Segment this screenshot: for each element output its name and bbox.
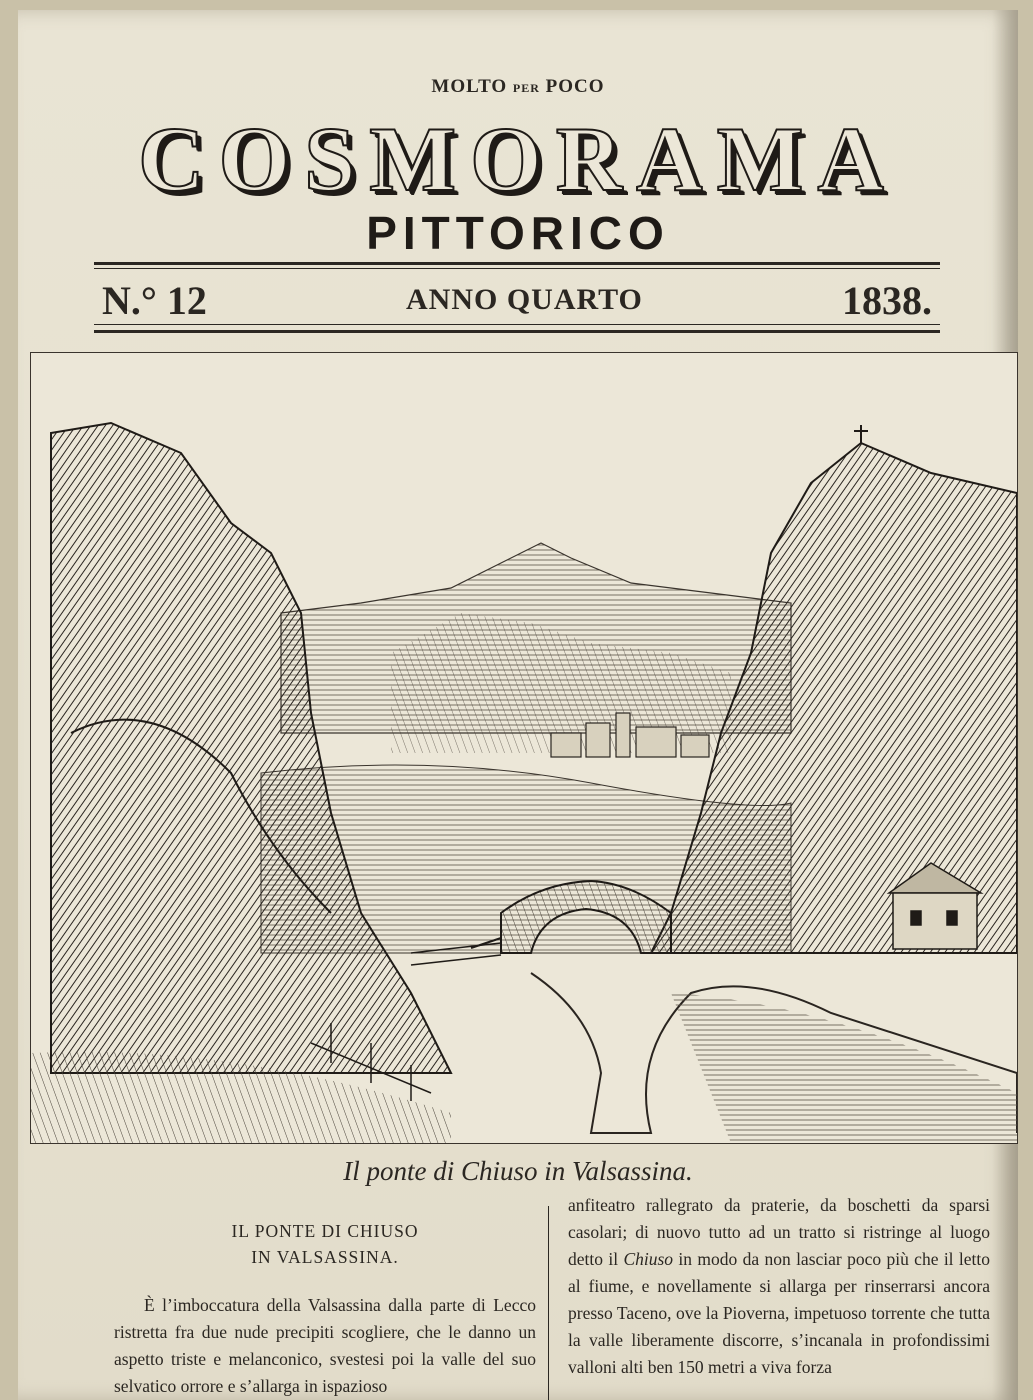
issue-rule [94,330,940,333]
motto-word-per: PER [512,81,540,95]
article-text-chiuso: Chiuso [623,1249,674,1269]
article-paragraph-left: È l’imboccatura della Valsassina dalla parte di Lecco ristretta fra due nude precipiti scogliere, che le danno un aspetto triste e melanconico, svestesi poi la valle del suo selvatico orrore e s’allarga in ispazioso [114,1295,536,1396]
motto-word-molto: MOLTO [431,76,508,97]
masthead-rule [94,262,940,265]
article-heading-line1: IL PONTE DI CHIUSO [231,1221,419,1241]
issue-year: 1838. [842,277,932,323]
masthead-rule-thin [94,268,940,269]
article-text-right-a: anfiteatro rallegrato da praterie, da boschetti da sparsi casolari; di nuovo tutto ad un tratto si ristringe al luogo detto il [568,1195,990,1269]
masthead-title: COSMORAMA [138,108,898,210]
article-heading [114,1218,536,1270]
illustration-caption: Il ponte di Chiuso in Valsassina. [343,1156,693,1186]
engraving-illustration [30,352,1018,1144]
issue-line [102,278,932,322]
masthead-motto [18,76,1018,98]
issue-volume: ANNO QUARTO [405,283,643,316]
article-column-right [568,1192,990,1381]
newspaper-page [18,10,1018,1400]
engraving-drawing [31,353,1017,1143]
article-heading-line2: IN VALSASSINA. [251,1247,399,1267]
column-divider [548,1206,549,1400]
issue-number: N.° 12 [102,277,207,323]
masthead-subtitle: PITTORICO [366,207,670,259]
article-column-left [114,1218,536,1400]
motto-word-poco: POCO [545,76,605,97]
issue-rule-thin [94,324,940,325]
article-text-right-b: in modo da non lasciar poco più che il letto al fiume, e novellamente si allarga per rinserrarsi ancora presso Taceno, ove la Pioverna, impetuoso torrente che tutta la valle liberamente discorre, s’incanala in profondissimi valloni alti ben 150 metri a viva forza [568,1249,990,1377]
